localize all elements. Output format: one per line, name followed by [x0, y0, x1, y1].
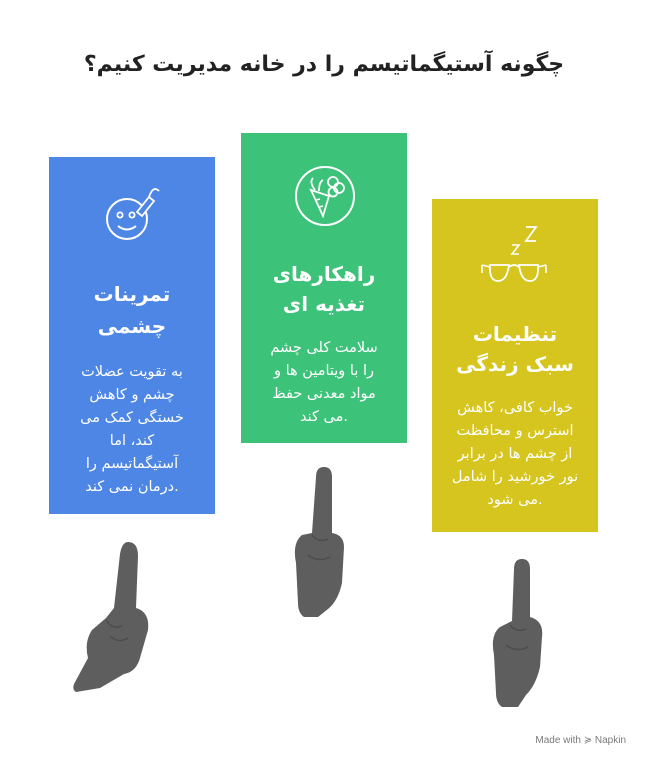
- card-lifestyle: [432, 199, 598, 532]
- pointing-hand-right: [478, 555, 558, 715]
- body-line: مواد معدنی حفظ: [272, 386, 376, 402]
- body-line: خواب کافی، کاهش: [457, 400, 573, 416]
- card-heading-line2: سبک زندگی: [456, 352, 574, 376]
- body-line: آستیگماتیسم را: [85, 456, 179, 472]
- body-line: کند، اما: [109, 433, 155, 449]
- page-title: چگونه آستیگماتیسم را در خانه مدیریت کنیم؟: [83, 52, 565, 77]
- body-line: .می کند: [300, 409, 348, 425]
- body-line: از چشم ها در برابر: [457, 446, 573, 462]
- body-line: .درمان نمی کند: [85, 479, 179, 495]
- footer-credit: Made with ≽ Napkin: [535, 735, 626, 746]
- card-heading-line1: تنظیمات: [472, 322, 558, 346]
- vegetables-icon: [289, 160, 361, 232]
- body-line: را با ویتامین ها و: [274, 363, 374, 379]
- card-body: [438, 397, 592, 512]
- body-line: نور خورشید را شامل: [451, 469, 579, 485]
- pointing-hand-left: [70, 538, 160, 698]
- body-line: به تقویت عضلات: [81, 364, 183, 380]
- body-line: .می شود: [487, 492, 543, 508]
- body-line: خستگی کمک می: [80, 410, 184, 426]
- smiley-face-icon: [99, 177, 169, 247]
- body-line: استرس و محافظت: [456, 423, 574, 439]
- pointing-hand-middle: [278, 463, 358, 623]
- card-nutrition: [241, 133, 407, 443]
- card-eye-exercises: [49, 157, 215, 514]
- card-heading-line2: تغذیه ای: [282, 292, 366, 316]
- body-line: سلامت کلی چشم: [270, 340, 378, 356]
- card-heading-line2: چشمی: [97, 314, 167, 338]
- card-heading-line1: تمرینات: [93, 282, 171, 306]
- body-line: چشم و کاهش: [89, 387, 175, 403]
- sleep-mask-icon: [476, 221, 552, 293]
- card-heading-line1: راهکارهای: [272, 262, 376, 286]
- card-body: [55, 361, 209, 499]
- card-body: [247, 337, 401, 429]
